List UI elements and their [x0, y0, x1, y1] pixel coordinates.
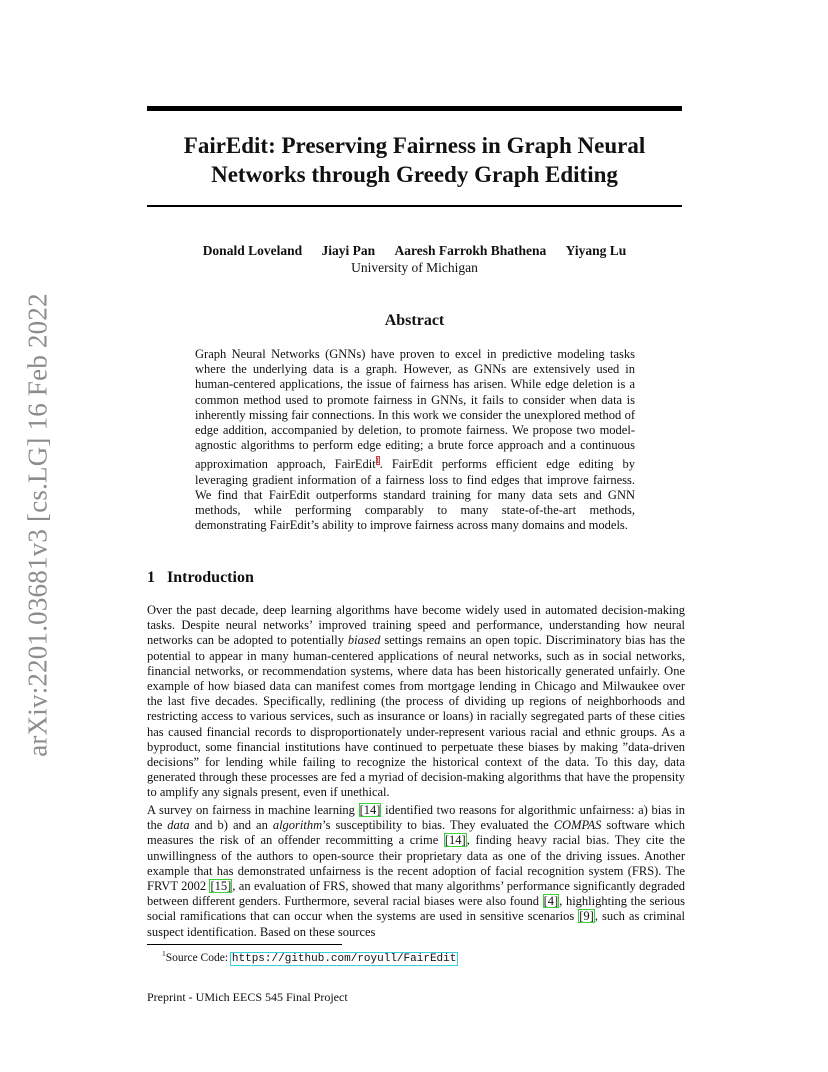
footnote-label: Source Code:: [165, 951, 231, 964]
text-run: , finding heavy racial bias. They cite the unwillingness of the authors to open-source their proprietary data as one of the driving issues. Another example that has demonstrated unfairness is the recent adoption of facial recognition system (FRS). The FRVT 2002: [147, 833, 685, 894]
citation-link[interactable]: [14]: [444, 833, 466, 848]
section-title: Introduction: [167, 569, 254, 586]
text-run: , such as criminal suspect identification. Based on these sources: [147, 909, 685, 939]
text-run: and b) and an: [189, 818, 273, 833]
body-paragraph: [147, 803, 685, 940]
abstract-part: . FairEdit performs efficient edge editing by leveraging gradient information of a fairness loss to find edges that improve fairness. We find that FairEdit outperforms standard training for many data sets and GNN methods, while performing comparably to many state-of-the-art methods, demonstrating FairEdit’s ability to improve fairness across many domains and models.: [195, 457, 635, 533]
paper-title: FairEdit: Preserving Fairness in Graph Neural Networks through Greedy Graph Editing: [183, 133, 646, 187]
affiliation: University of Michigan: [351, 260, 478, 275]
text-run: software which measures the risk of an offender recommitting a crime: [147, 818, 685, 848]
source-code-link[interactable]: https://github.com/royull/FairEdit: [231, 952, 457, 965]
author-list: [147, 242, 682, 259]
title-top-rule: [147, 106, 682, 111]
text-run: identified two reasons for algorithmic unfairness: a) bias in the: [147, 803, 685, 833]
citation-link[interactable]: [9]: [579, 909, 594, 924]
citation-link[interactable]: [4]: [543, 894, 559, 909]
author-name: Jiayi Pan: [321, 243, 376, 258]
text-run: A survey on fairness in machine learning: [147, 803, 359, 817]
emphasis-text: COMPAS: [553, 818, 602, 833]
author-name: Donald Loveland: [202, 243, 303, 258]
citation-link[interactable]: [15]: [210, 879, 232, 894]
footnote-number: 1: [162, 949, 166, 958]
section-number: 1: [147, 569, 155, 586]
footnote: [162, 949, 457, 965]
text-run: settings remains an open topic. Discriminatory bias has the potential to appear in many human-centered applications of neural networks, such as in social networks, financial networks, or recommendation systems, where data has been historically generated unfairly. One example of how biased data can manifest comes from mortgage lending in Chicago and Milwaukee over the last five decades. Specifically, redlining (the process of dividing up regions of neighborhoods and restricting access to various services, such as insurance or loans) in racially segregated parts of these cities has caused financial records to disproportionately under-represent various racial and ethnic groups. As a byproduct, some financial institutions have continued to perpetuate these biases by making ”data-driven decisions” for lending while failing to recognize the historical context of the data. To this day, data generated through these processes are fed a myriad of decision-making algorithms that have the propensity to amplify any signals present, even if unethical.: [147, 633, 685, 800]
emphasis-text: data: [167, 818, 190, 833]
footnote-link[interactable]: 1: [375, 456, 380, 466]
section-heading: [147, 569, 254, 587]
author-name: Aaresh Farrokh Bhathena: [394, 243, 547, 258]
author-name: Yiyang Lu: [565, 243, 627, 258]
body-paragraph: [147, 603, 685, 801]
footnote-rule: [147, 944, 342, 945]
page-footer: Preprint - UMich EECS 545 Final Project: [147, 990, 348, 1004]
text-run: , highlighting the serious social ramifications that can occur when the systems are used in sensitive scenarios: [147, 894, 685, 924]
abstract-text: [195, 347, 635, 534]
abstract-heading: Abstract: [384, 312, 445, 329]
title-bottom-rule: [147, 205, 682, 207]
text-run: , an evaluation of FRS, showed that many algorithms’ performance significantly degraded between different genders. Furthermore, several racial biases were also found: [147, 879, 685, 909]
text-run: ’s susceptibility to bias. They evaluated the: [322, 818, 554, 833]
arxiv-stamp: [16, 290, 60, 760]
text-run: Over the past decade, deep learning algorithms have become widely used in automated decision-making tasks. Despite neural networks’ improved training speed and performance, understanding how neural networks can be adopted to potentially: [147, 603, 685, 648]
citation-link[interactable]: [14]: [359, 803, 381, 817]
abstract-part: Graph Neural Networks (GNNs) have proven to excel in predictive modeling tasks where the underlying data is a graph. However, as GNNs are extensively used in human-centered applications, the issue of fairness has arisen. While edge deletion is a common method used to promote fairness in GNNs, it fails to consider when data is inherently missing fair connections. In this work we consider the unexplored method of edge addition, accompanied by deletion, to promote fairness. We propose two model-agnostic algorithms to perform edge editing; a brute force approach and a continuous approximation approach, FairEdit: [195, 347, 635, 472]
arxiv-stamp-text: arXiv:2201.03681v3 [cs.LG] 16 Feb 2022: [22, 293, 53, 757]
emphasis-text: algorithm: [272, 818, 323, 833]
emphasis-text: biased: [347, 633, 381, 648]
